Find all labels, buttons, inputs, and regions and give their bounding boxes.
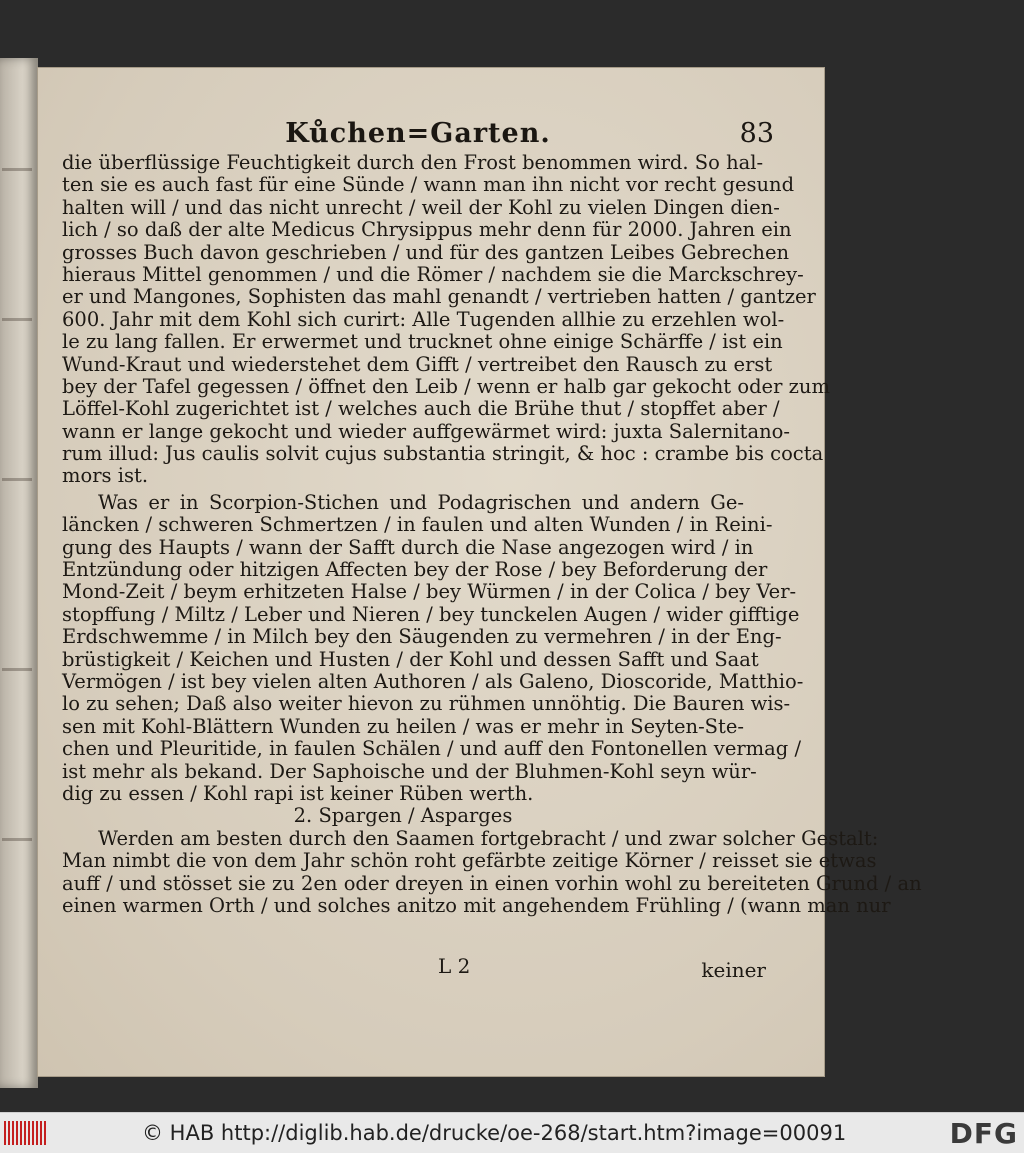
signature-mark: L 2 [438, 954, 471, 978]
text-line: 600. Jahr mit dem Kohl sich curirt: Alle Tugenden allhie zu erzehlen wol- [62, 307, 785, 331]
text-line: halten will / und das nicht unrecht / weil der Kohl zu vielen Dingen dien- [62, 195, 780, 219]
text-line: Entzündung oder hitzigen Affecten bey der Rose / bey Beforderung der [62, 558, 768, 582]
text-line: ten sie es auch fast für eine Sünde / wann man ihn nicht vor recht gesund [62, 173, 795, 197]
text-line: grosses Buch davon geschrieben / und für des gantzen Leibes Gebrechen [62, 240, 790, 264]
text-line: chen und Pleuritide, in faulen Schälen / und auff den Fontonellen vermag / [62, 737, 802, 761]
body-text [62, 151, 922, 917]
text-line: Vermögen / ist bey vielen alten Authoren / als Galeno, Dioscoride, Matthio- [62, 669, 804, 693]
text-line: Löffel-Kohl zugerichtet ist / welches auch die Brühe thut / stopffet aber / [62, 397, 780, 421]
text-line: lo zu sehen; Daß also weiter hievon zu rühmen unnöhtig. Die Bauren wis- [62, 692, 791, 716]
adjacent-page-edge [0, 58, 38, 1088]
text-line: bey der Tafel gegessen / öffnet den Leib / wenn er halb gar gekocht oder zum [62, 374, 830, 398]
text-line: hieraus Mittel genommen / und die Römer / nachdem sie die Marckschrey- [62, 262, 804, 286]
copyright-link[interactable]: © HAB http://diglib.hab.de/drucke/oe-268/start.htm?image=00091 [142, 1121, 847, 1145]
text-line: gung des Haupts / wann der Safft durch die Nase angezogen wird / in [62, 535, 754, 559]
viewer-footer [0, 1112, 1024, 1153]
text-line: sen mit Kohl-Blättern Wunden zu heilen / was er mehr in Seyten-Ste- [62, 714, 744, 738]
text-line: Werden am besten durch den Saamen fortgebracht / und zwar solcher Gestalt: [98, 826, 879, 850]
text-line: Wund-Kraut und wiederstehet dem Gifft / vertreibet den Rausch zu erst [62, 352, 773, 376]
text-line: einen warmen Orth / und solches anitzo mit angehendem Frühling / (wann man nur [62, 893, 891, 917]
text-line: ist mehr als bekand. Der Saphoische und der Bluhmen-Kohl seyn wür- [62, 759, 757, 783]
text-line: dig zu essen / Kohl rapi ist keiner Rüben werth. [62, 781, 534, 805]
page-header [62, 118, 774, 152]
running-head: Kůchen=Garten. [285, 118, 551, 149]
text-line: rum illud: Jus caulis solvit cujus substantia stringit, & hoc : crambe bis cocta [62, 442, 824, 466]
text-line: Was er in Scorpion-Stichen und Podagrischen und andern Ge- [98, 490, 744, 514]
book-page [38, 68, 922, 1076]
dfg-logo: DFG [949, 1117, 1018, 1150]
text-line: wann er lange gekocht und wieder auffgewärmet wird: juxta Salernitano- [62, 419, 790, 443]
text-line: auff / und stösset sie zu 2en oder dreyen in einen vorhin wohl zu bereiteten Grund / an [62, 871, 922, 895]
barcode-icon [4, 1121, 46, 1145]
section-heading: 2. Spargen / Asparges [293, 804, 513, 828]
text-line: Man nimbt die von dem Jahr schön roht gefärbte zeitige Körner / reisset sie etwas [62, 849, 877, 873]
text-line: läncken / schweren Schmertzen / in faulen und alten Wunden / in Reini- [62, 513, 773, 537]
text-line: brüstigkeit / Keichen und Husten / der Kohl und dessen Safft und Saat [62, 647, 759, 671]
text-line: Mond-Zeit / beym erhitzeten Halse / bey Würmen / in der Colica / bey Ver- [62, 580, 797, 604]
text-line: Erdschwemme / in Milch bey den Säugenden zu vermehren / in der Eng- [62, 625, 782, 649]
text-line: er und Mangones, Sophisten das mahl genandt / vertrieben hatten / gantzer [62, 285, 816, 309]
text-line: le zu lang fallen. Er erwermet und trucknet ohne einige Schärffe / ist ein [62, 330, 783, 354]
catchword: keiner [701, 958, 766, 982]
text-line: stopffung / Miltz / Leber und Nieren / bey tunckelen Augen / wider gifftige [62, 602, 800, 626]
page-number: 83 [739, 118, 774, 149]
text-line: lich / so daß der alte Medicus Chrysippus mehr denn für 2000. Jahren ein [62, 218, 792, 242]
text-line: mors ist. [62, 464, 149, 488]
text-line: die überflüssige Feuchtigkeit durch den Frost benommen wird. So hal- [62, 151, 764, 174]
